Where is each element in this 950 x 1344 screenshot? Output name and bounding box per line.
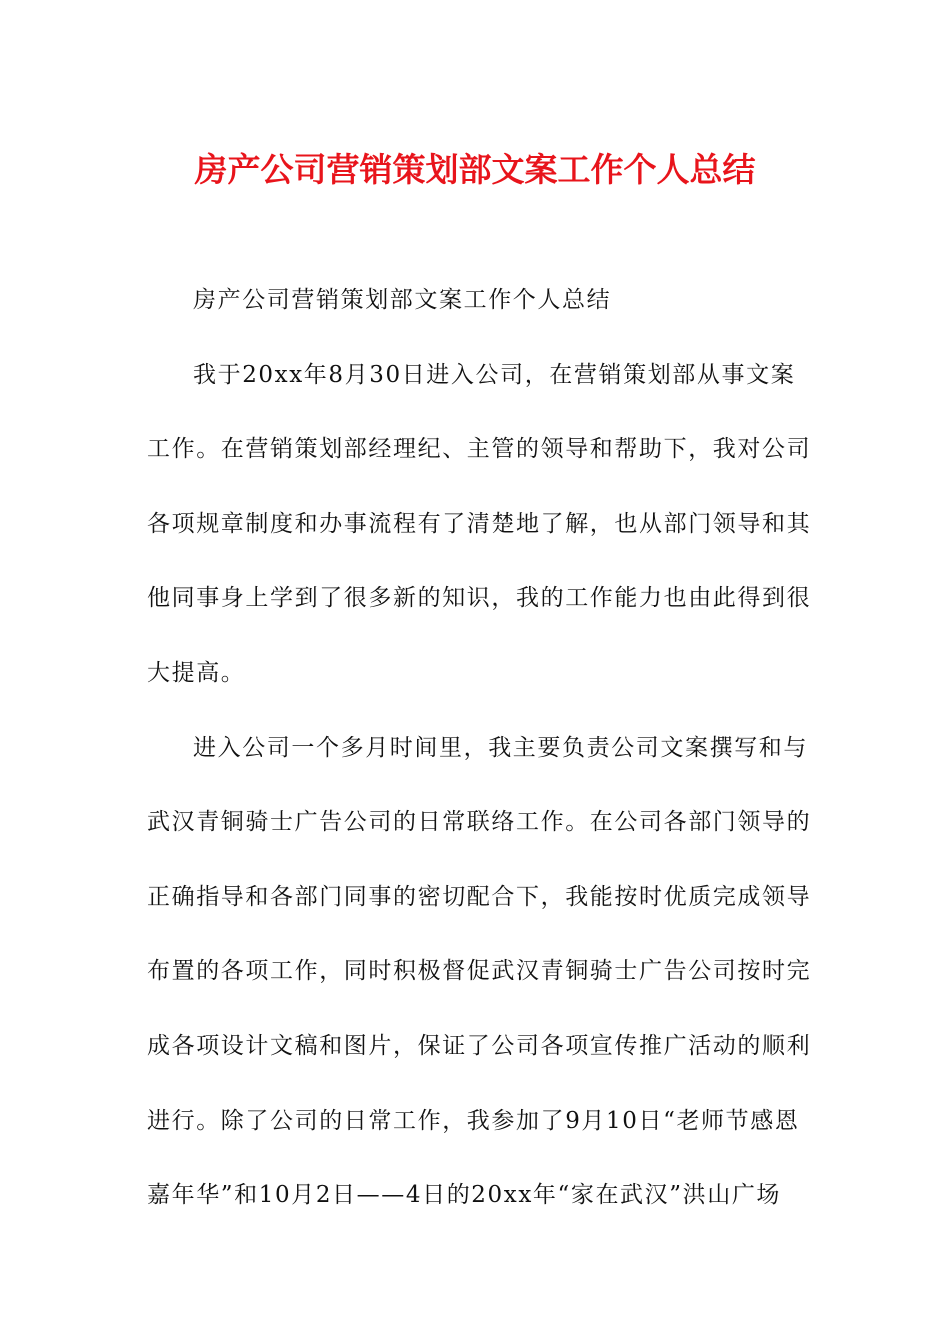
body-line: 布置的各项工作，同时积极督促武汉青铜骑士广告公司按时完 <box>147 958 812 984</box>
body-line: 嘉年华”和10月2日——4日的20xx年“家在武汉”洪山广场 <box>147 1182 782 1208</box>
body-line: 进入公司一个多月时间里，我主要负责公司文案撰写和与 <box>193 735 808 761</box>
body-line: 武汉青铜骑士广告公司的日常联络工作。在公司各部门领导的 <box>147 809 812 835</box>
body-line: 正确指导和各部门同事的密切配合下，我能按时优质完成领导 <box>147 884 812 910</box>
body-line-subtitle: 房产公司营销策划部文案工作个人总结 <box>193 287 612 313</box>
body-line: 各项规章制度和办事流程有了清楚地了解，也从部门领导和其 <box>147 511 812 537</box>
body-line: 进行。除了公司的日常工作，我参加了9月10日“老师节感恩 <box>147 1108 800 1134</box>
body-line: 他同事身上学到了很多新的知识，我的工作能力也由此得到很 <box>147 585 812 611</box>
body-line: 大提高。 <box>147 660 246 686</box>
document-title: 房产公司营销策划部文案工作个人总结 <box>194 150 756 189</box>
body-line: 我于20xx年8月30日进入公司，在营销策划部从事文案 <box>193 362 796 388</box>
body-line: 工作。在营销策划部经理纪、主管的领导和帮助下，我对公司 <box>147 436 812 462</box>
body-line: 成各项设计文稿和图片，保证了公司各项宣传推广活动的顺利 <box>147 1033 812 1059</box>
